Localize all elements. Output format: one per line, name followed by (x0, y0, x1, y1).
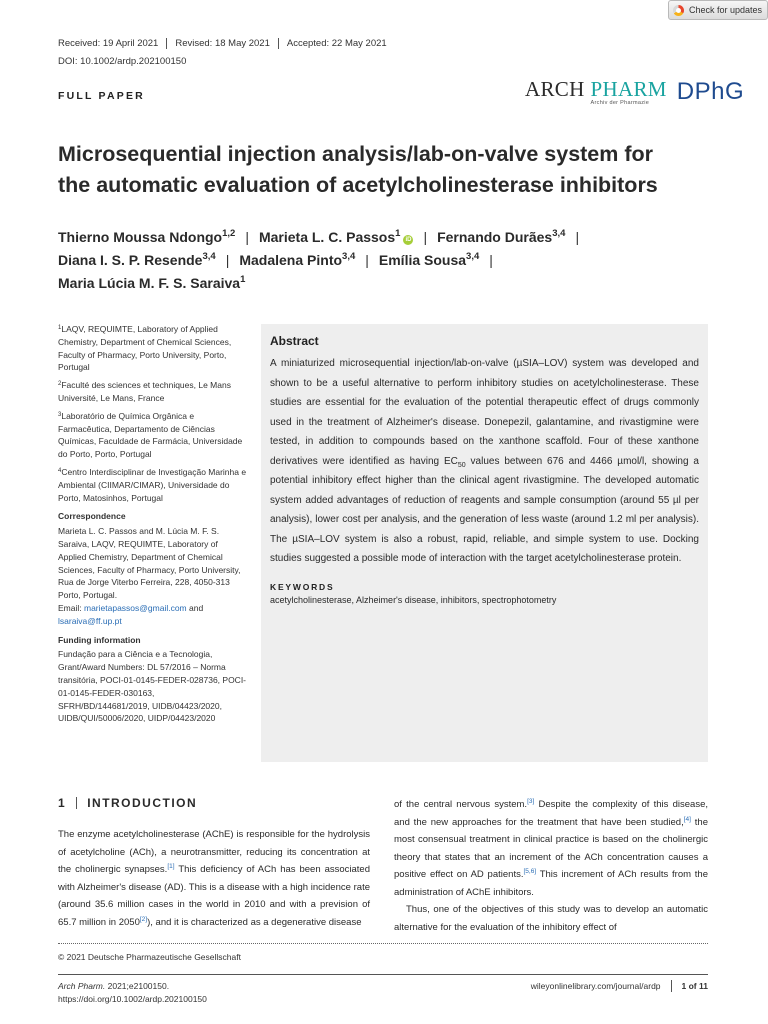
journal-name: Arch Pharm. (58, 981, 106, 991)
paper-title (58, 139, 718, 201)
author-name[interactable]: Emília Sousa$^{3,4}$ (378, 251, 480, 268)
logo-subtitle: Archiv der Pharmazie (590, 100, 650, 106)
crossmark-icon (673, 5, 684, 16)
author-name[interactable]: Fernando Durães$^{3,4}$ (437, 228, 566, 245)
article-dates (58, 38, 395, 49)
accepted-date: Accepted: 22 May 2021 (278, 38, 395, 49)
logo-dphg: DPhG (676, 78, 745, 105)
correspondence-text: Marieta L. C. Passos and M. Lúcia M. F. S. Saraiva, LAQV, REQUIMTE, Laboratory of Applied Chemistry, Department of Chemical Sciences, Faculty of Pharmacy, Porto University, Rua de Jorge Viterbo Ferreira, 228, 4050-313 Porto, Portugal. (58, 526, 241, 601)
reference-link[interactable]: [4] (683, 815, 691, 823)
revised-date: Revised: 18 May 2021 (166, 38, 278, 49)
affiliation: $^1$LAQV, REQUIMTE, Laboratory of Applied Chemistry, Department of Chemical Sciences, Faculty of Pharmacy, Porto University, Porto, Portugal (58, 324, 232, 373)
email-label: Email: (58, 602, 82, 613)
author-separator: | (225, 252, 230, 268)
affiliations-sidebar (58, 323, 248, 731)
footer-separator (671, 980, 672, 992)
received-date: Received: 19 April 2021 (58, 38, 159, 49)
abstract-text: A miniaturized microsequential injection/lab-on-valve (µSIA–LOV) system was developed and shown to be a useful alternative to perform inhibitory studies on acetylcholinesterase. These studies are essential for the evaluation of the potential therapeutic effect of drugs commonly used in the treatment of Alzheimer's disease. Donepezil, galantamine, and rivastigmine were tested, in addition to compounds based on the xanthone scaffold. Four of these xanthone derivatives were identified as having $EC_{50}$ values between 676 and 4466 µmol/l, showing a potential inhibitory effect higher than the clinical agent rivastigmine. The developed automatic system added advantages of reduction of reagents and sample consumption (around 55 µl per analysis), lower cost per analysis, and the generation of less waste (around 1.2 ml per analysis). The µSIA–LOV system is also a robust, rapid, reliable, and simple system to use. Docking studies suggested a possible mode of interaction with the target acetylcholinesterase protein. (270, 358, 699, 564)
journal-site-link[interactable]: wileyonlinelibrary.com/journal/ardp (530, 981, 661, 991)
logo-arch: ARCH (525, 77, 585, 101)
logo-pharm-text: PHARM (590, 77, 667, 101)
title-line-1: Microsequential injection analysis/lab-on-valve system for (58, 142, 654, 166)
title-line-2: the automatic evaluation of acetylcholinesterase inhibitors (58, 173, 658, 197)
intro-paragraph-left: The enzyme acetylcholinesterase (AChE) is responsible for the hydrolysis of acetylcholine (ACh), a neurotransmitter, reducing its concentration at the cholinergic synapses.[1] This deficiency of ACh has been associated with Alzheimer's disease (AD). This is a disease with a high incidence rate (around 35.6 million cases in the world in 2010 and with a prevision of 65.7 million in 2050[2]), and it is characterized as a degenerative disease (58, 829, 371, 928)
footer-right (480, 980, 708, 992)
email-link-2[interactable]: lsaraiva@ff.up.pt (58, 615, 122, 626)
intro-paragraph-right-2: Thus, one of the objectives of this study was to develop an automatic alternative for the evaluation of the inhibitory effect of (394, 904, 708, 933)
reference-link[interactable]: [3] (527, 798, 535, 805)
section-divider (76, 797, 77, 809)
abstract-box (261, 324, 708, 762)
check-for-updates-label: Check for updates (689, 5, 763, 15)
funding-block (58, 634, 248, 726)
page-number: 1 of 11 (681, 981, 708, 991)
section-number: 1 (58, 796, 67, 810)
section-title: INTRODUCTION (87, 796, 198, 810)
citation-text: 2021;e2100150. (105, 981, 170, 991)
keywords-heading: KEYWORDS (270, 581, 335, 592)
intro-paragraph-right: of the central nervous system.[3] Despite the complexity of this disease, and the new approaches for the treatment that have been studied,[4] the most consensual treatment in clinical practice is based on the cholinergic theory that states that an increment of the ACh concentration causes a positive effect on AD patients.[5,6] This increment of ACh results from the administration of AChE inhibitors. (394, 798, 709, 898)
author-name[interactable]: Maria Lúcia M. F. S. Saraiva$^1$ (58, 274, 246, 291)
author-list (58, 226, 718, 295)
funding-heading: Funding information (58, 634, 141, 645)
doi-text: DOI: 10.1002/ardp.202100150 (58, 56, 187, 67)
affiliation: $^2$Faculté des sciences et techniques, Le Mans Université, Le Mans, France (58, 380, 231, 403)
check-for-updates-button[interactable] (668, 0, 768, 20)
author-separator: | (365, 252, 369, 268)
doi-url-link[interactable]: https://doi.org/10.1002/ardp.202100150 (58, 994, 207, 1004)
keywords-text: acetylcholinesterase, Alzheimer's disease, inhibitors, spectrophotometry (270, 594, 557, 605)
correspondence-heading: Correspondence (58, 511, 126, 522)
abstract-heading: Abstract (270, 334, 319, 348)
reference-link[interactable]: [2] (139, 915, 148, 923)
article-type: FULL PAPER (58, 90, 145, 102)
logo-pharm (590, 77, 667, 106)
affiliation: $^4$Centro Interdisciplinar de Investigação Marinha e Ambiental (CIIMAR/CIMAR), Universidade do Porto, Matosinhos, Portugal (58, 466, 247, 503)
author-separator: | (245, 229, 249, 245)
footer-citation (58, 980, 207, 1006)
affiliation: $^3$Laboratório de Química Orgânica e Farmacêutica, Departamento de Ciências Químicas, Faculdade de Farmácia, Universidade do Porto, Porto, Portugal (58, 410, 243, 460)
author-separator: | (575, 229, 580, 245)
author-name[interactable]: Diana I. S. P. Resende$^{3,4}$ (58, 251, 216, 268)
email-link-1[interactable]: marietapassos@gmail.com (84, 602, 187, 613)
correspondence-block (58, 510, 248, 627)
journal-logo (525, 77, 744, 105)
author-name[interactable]: Marieta L. C. Passos$^1$ (258, 228, 401, 245)
author-name[interactable]: Thierno Moussa Ndongo$^{1,2}$ (58, 228, 236, 245)
footer-divider (58, 974, 708, 975)
orcid-icon[interactable]: iD (405, 237, 412, 243)
reference-link[interactable]: [5,6] (523, 868, 537, 875)
email-and: and (189, 602, 204, 613)
author-separator: | (489, 252, 493, 268)
reference-link[interactable]: [1] (167, 863, 175, 870)
section-heading-introduction (58, 796, 197, 810)
intro-column-right (394, 796, 708, 936)
copyright-text: © 2021 Deutsche Pharmazeutische Gesellschaft (58, 952, 241, 962)
footer-dotted-divider (58, 943, 708, 944)
author-separator: | (423, 229, 428, 245)
author-name[interactable]: Madalena Pinto$^{3,4}$ (239, 251, 356, 268)
funding-text: Fundação para a Ciência e a Tecnologia, Grant/Award Numbers: DL 57/2016 – Norma transitória, POCI-01-0145-FEDER-028736, POCI-01-0145-FEDER-030163, SFRH/BD/144681/2019, UIDB/04423/2020, UIDB/QUI/50006/2020, UIDP/04423/2020 (58, 649, 247, 724)
